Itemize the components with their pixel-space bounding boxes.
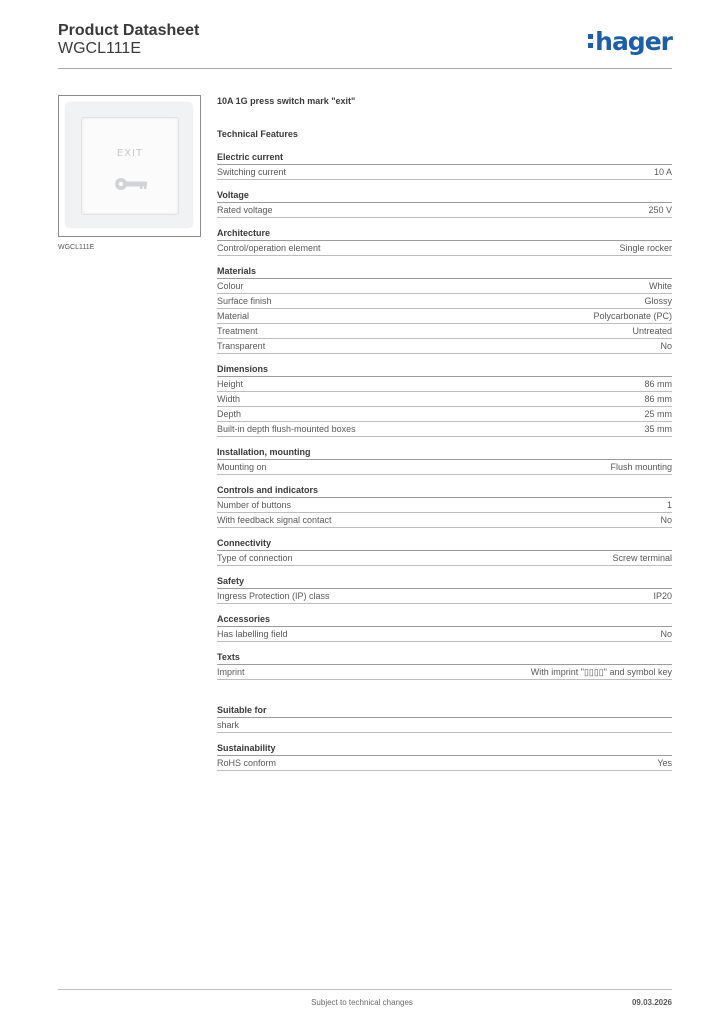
spec-row [217, 460, 672, 475]
spec-value: IP20 [653, 591, 672, 601]
spec-value: Glossy [644, 296, 672, 306]
spec-label: Ingress Protection (IP) class [217, 591, 330, 601]
spec-value: Polycarbonate (PC) [593, 311, 672, 321]
spec-row [217, 279, 672, 294]
footer-date: 09.03.2026 [631, 998, 672, 1007]
spec-section [217, 651, 672, 680]
section-title: Installation, mounting [217, 446, 672, 460]
spec-row [217, 551, 672, 566]
spec-list [217, 96, 672, 780]
section-title: Voltage [217, 189, 672, 203]
spec-value: Yes [657, 758, 672, 768]
section-title: Controls and indicators [217, 484, 672, 498]
spec-value: 10 A [653, 167, 672, 177]
product-image [58, 95, 201, 237]
spec-value: No [660, 515, 672, 525]
logo-text: hager [595, 26, 672, 56]
spec-value: No [660, 629, 672, 639]
hager-logo [588, 26, 672, 56]
section-title: Suitable for [217, 704, 672, 718]
spec-section [217, 151, 672, 180]
spec-label: Type of connection [217, 553, 293, 563]
spec-label: RoHS conform [217, 758, 277, 768]
spec-label: Height [217, 379, 244, 389]
spec-value: Untreated [632, 326, 672, 336]
spec-row [217, 513, 672, 528]
spec-row [217, 756, 672, 771]
spec-label: Treatment [217, 326, 258, 336]
section-title: Architecture [217, 227, 672, 241]
spec-value: 35 mm [644, 424, 672, 434]
spec-row [217, 422, 672, 437]
spec-label: shark [217, 720, 240, 730]
spec-label: Material [217, 311, 250, 321]
section-title: Dimensions [217, 363, 672, 377]
spec-row [217, 241, 672, 256]
spec-value: 1 [666, 500, 672, 510]
spec-value: 25 mm [644, 409, 672, 419]
section-title: Texts [217, 651, 672, 665]
spec-row [217, 498, 672, 513]
document-title: Product Datasheet [58, 22, 200, 39]
spec-section [217, 537, 672, 566]
spec-value: Screw terminal [612, 553, 672, 563]
spec-section [217, 446, 672, 475]
spec-row [217, 309, 672, 324]
image-caption: WGCL111E [58, 244, 95, 251]
spec-label: Depth [217, 409, 242, 419]
spec-section [217, 265, 672, 354]
spec-row [217, 294, 672, 309]
spec-label: Number of buttons [217, 500, 292, 510]
spec-value: 250 V [648, 205, 672, 215]
spec-section [217, 742, 672, 771]
switch-rocker [81, 117, 179, 215]
spec-section [217, 484, 672, 528]
spec-label: Has labelling field [217, 629, 288, 639]
spec-value: 86 mm [644, 394, 672, 404]
footer-divider [58, 989, 672, 990]
section-title: Sustainability [217, 742, 672, 756]
spec-row [217, 718, 672, 733]
spec-value: Flush mounting [610, 462, 672, 472]
spec-row [217, 627, 672, 642]
spec-label: Built-in depth flush-mounted boxes [217, 424, 356, 434]
spec-label: Transparent [217, 341, 266, 351]
section-title: Safety [217, 575, 672, 589]
logo-colon-icon [588, 34, 593, 48]
spec-row [217, 377, 672, 392]
section-title: Connectivity [217, 537, 672, 551]
spec-section [217, 704, 672, 733]
spec-label: Width [217, 394, 241, 404]
spec-label: Colour [217, 281, 244, 291]
spec-row [217, 165, 672, 180]
spec-row [217, 589, 672, 604]
spec-section [217, 613, 672, 642]
spec-value: White [648, 281, 672, 291]
technical-features-heading: Technical Features [217, 129, 298, 139]
spec-section [217, 363, 672, 437]
spec-label: Imprint [217, 667, 245, 677]
spec-value: 86 mm [644, 379, 672, 389]
spec-label: Control/operation element [217, 243, 321, 253]
section-title: Materials [217, 265, 672, 279]
spec-label: Rated voltage [217, 205, 273, 215]
spec-label: Mounting on [217, 462, 267, 472]
spec-row [217, 392, 672, 407]
spec-row [217, 339, 672, 354]
section-spacer [217, 689, 672, 704]
spec-value: With imprint "▯▯▯▯" and symbol key [530, 667, 672, 677]
spec-label: Switching current [217, 167, 287, 177]
exit-imprint: EXIT [116, 148, 144, 159]
spec-row [217, 203, 672, 218]
spec-value: No [660, 341, 672, 351]
header-divider [58, 68, 672, 69]
section-title: Accessories [217, 613, 672, 627]
spec-label: With feedback signal contact [217, 515, 332, 525]
spec-section [217, 575, 672, 604]
footer-note: Subject to technical changes [311, 998, 413, 1007]
spec-label: Surface finish [217, 296, 272, 306]
key-icon [114, 177, 148, 191]
spec-section [217, 227, 672, 256]
product-code: WGCL111E [58, 40, 141, 57]
spec-row [217, 665, 672, 680]
switch-plate [66, 103, 192, 227]
product-title: 10A 1G press switch mark "exit" [217, 96, 356, 106]
spec-row [217, 324, 672, 339]
spec-section [217, 189, 672, 218]
spec-value: Single rocker [619, 243, 672, 253]
page-header [58, 22, 672, 68]
section-title: Electric current [217, 151, 672, 165]
spec-row [217, 407, 672, 422]
